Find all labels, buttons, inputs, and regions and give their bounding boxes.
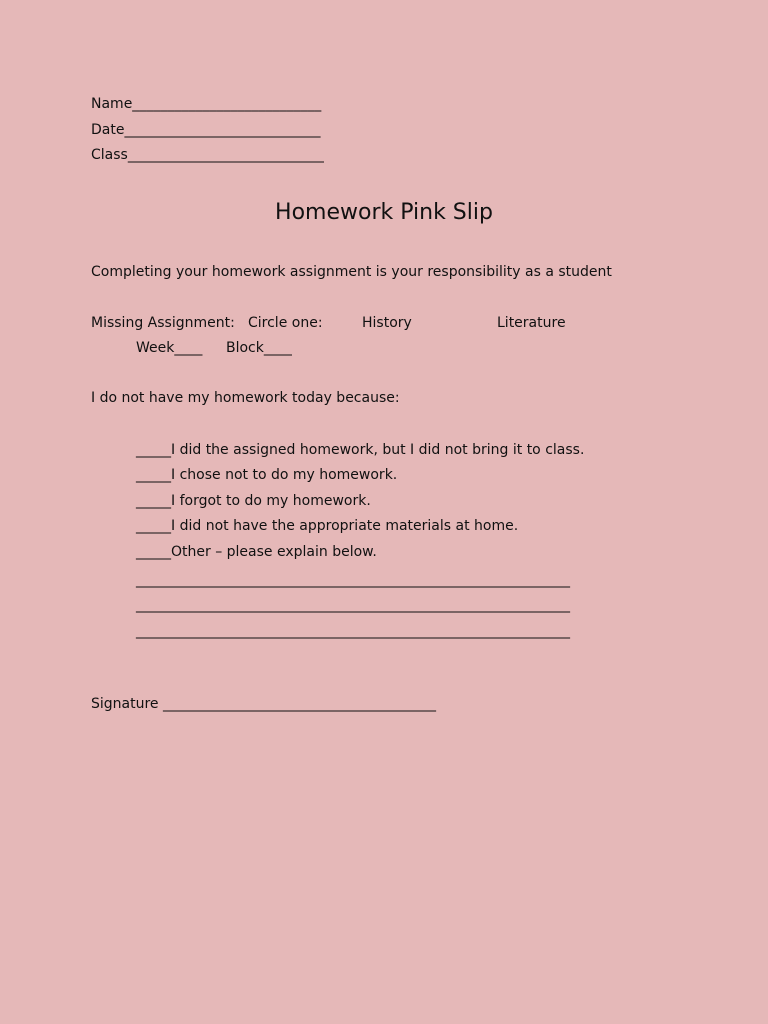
explain-line[interactable]: ______________________________________________________________ bbox=[136, 597, 570, 613]
reason-item[interactable]: _____I chose not to do my homework. bbox=[136, 467, 398, 483]
explain-line[interactable]: ______________________________________________________________ bbox=[136, 572, 570, 588]
intro-text: Completing your homework assignment is your responsibility as a student bbox=[91, 264, 612, 280]
circle-one-label: Circle one: bbox=[248, 315, 323, 331]
name-field[interactable]: Name___________________________ bbox=[91, 96, 322, 112]
week-field[interactable]: Week____ bbox=[136, 340, 203, 356]
option-history[interactable]: History bbox=[362, 315, 412, 331]
reason-prompt: I do not have my homework today because: bbox=[91, 390, 400, 406]
date-field[interactable]: Date____________________________ bbox=[91, 122, 321, 138]
class-field[interactable]: Class____________________________ bbox=[91, 147, 324, 163]
reason-item[interactable]: _____I did the assigned homework, but I did not bring it to class. bbox=[136, 442, 585, 458]
option-literature[interactable]: Literature bbox=[497, 315, 566, 331]
page-title: Homework Pink Slip bbox=[275, 200, 493, 225]
reason-item[interactable]: _____I did not have the appropriate materials at home. bbox=[136, 518, 519, 534]
reason-item[interactable]: _____Other – please explain below. bbox=[136, 544, 377, 560]
explain-line[interactable]: ______________________________________________________________ bbox=[136, 623, 570, 639]
reason-item[interactable]: _____I forgot to do my homework. bbox=[136, 493, 371, 509]
block-field[interactable]: Block____ bbox=[226, 340, 292, 356]
missing-assignment-label: Missing Assignment: bbox=[91, 315, 235, 331]
signature-field[interactable]: Signature _______________________________________ bbox=[91, 696, 436, 712]
